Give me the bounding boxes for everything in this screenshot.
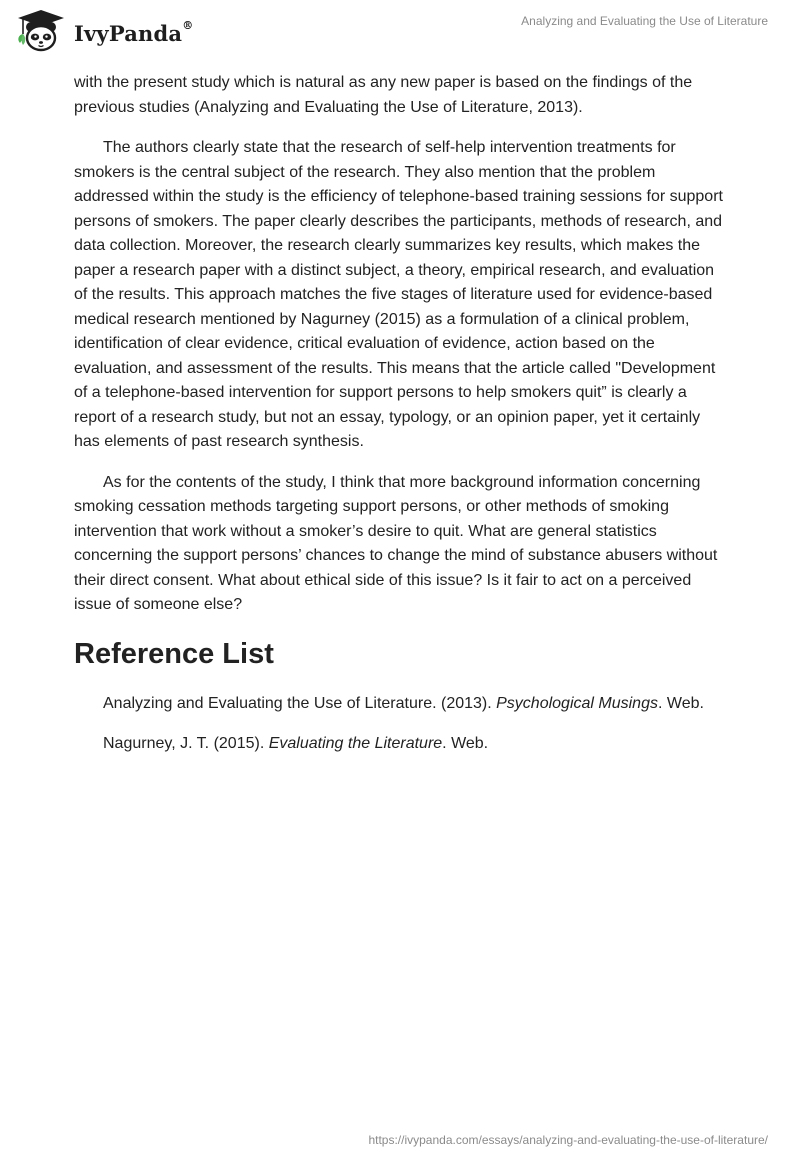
- document-title: Analyzing and Evaluating the Use of Literature: [521, 14, 768, 28]
- reference-text: Analyzing and Evaluating the Use of Literature. (2013).: [103, 694, 497, 712]
- registered-mark: ®: [182, 18, 194, 32]
- brand-name-text: IvyPanda: [74, 20, 183, 46]
- reference-source-title: Evaluating the Literature: [268, 735, 443, 752]
- panda-graduate-icon: [14, 8, 68, 54]
- reference-suffix: . Web.: [442, 735, 489, 752]
- reference-suffix: . Web.: [657, 694, 704, 712]
- reference-item: [74, 732, 724, 757]
- reference-source-title: Psychological Musings: [496, 694, 658, 712]
- ivypanda-logo[interactable]: [14, 8, 193, 54]
- paragraph-authors-state: The authors clearly state that the research of self-help intervention treatments for smokers is the central subject of the research. They also mention that the problem addressed within the study is the efficiency of telephone-based training sessions for support persons of smokers. The paper clearly describes the participants, methods of research, and data collection. Moreover, the research clearly summarizes key results, which makes the paper a research paper with a distinct subject, a theory, empirical research, and evaluation of the results. This approach matches the five stages of literature used for evidence-based medical research mentioned by Nagurney (2015) as a formulation of a clinical problem, identification of clear evidence, critical evaluation of evidence, action based on the evaluation, and assessment of the results. This means that the article called "Development of a telephone-based intervention for support persons to help smokers quit” is clearly a report of a research study, but not an essay, typology, or an opinion paper, yet it certainly has elements of past research synthesis.: [74, 139, 723, 450]
- brand-name: [74, 18, 194, 46]
- page-header: [0, 0, 800, 64]
- essay-content: [74, 71, 724, 773]
- paragraph-study-contents: As for the contents of the study, I think that more background information concerning smoking cessation methods targeting support persons, or other methods of smoking intervention that work without a smoker’s desire to quit. What are general statistics concerning the support persons’ chances to change the mind of substance abusers without their direct consent. What about ethical side of this issue? Is it fair to act on a perceived issue of someone else?: [74, 473, 718, 613]
- reference-text: Nagurney, J. T. (2015).: [103, 735, 269, 752]
- source-url[interactable]: https://ivypanda.com/essays/analyzing-and-evaluating-the-use-of-literature/: [368, 1133, 768, 1147]
- reference-item: [74, 692, 724, 717]
- reference-list-heading: Reference List: [74, 637, 274, 670]
- paragraph-continuation: with the present study which is natural as any new paper is based on the findings of the previous studies (Analyzing and Evaluating the Use of Literature, 2013).: [74, 74, 693, 116]
